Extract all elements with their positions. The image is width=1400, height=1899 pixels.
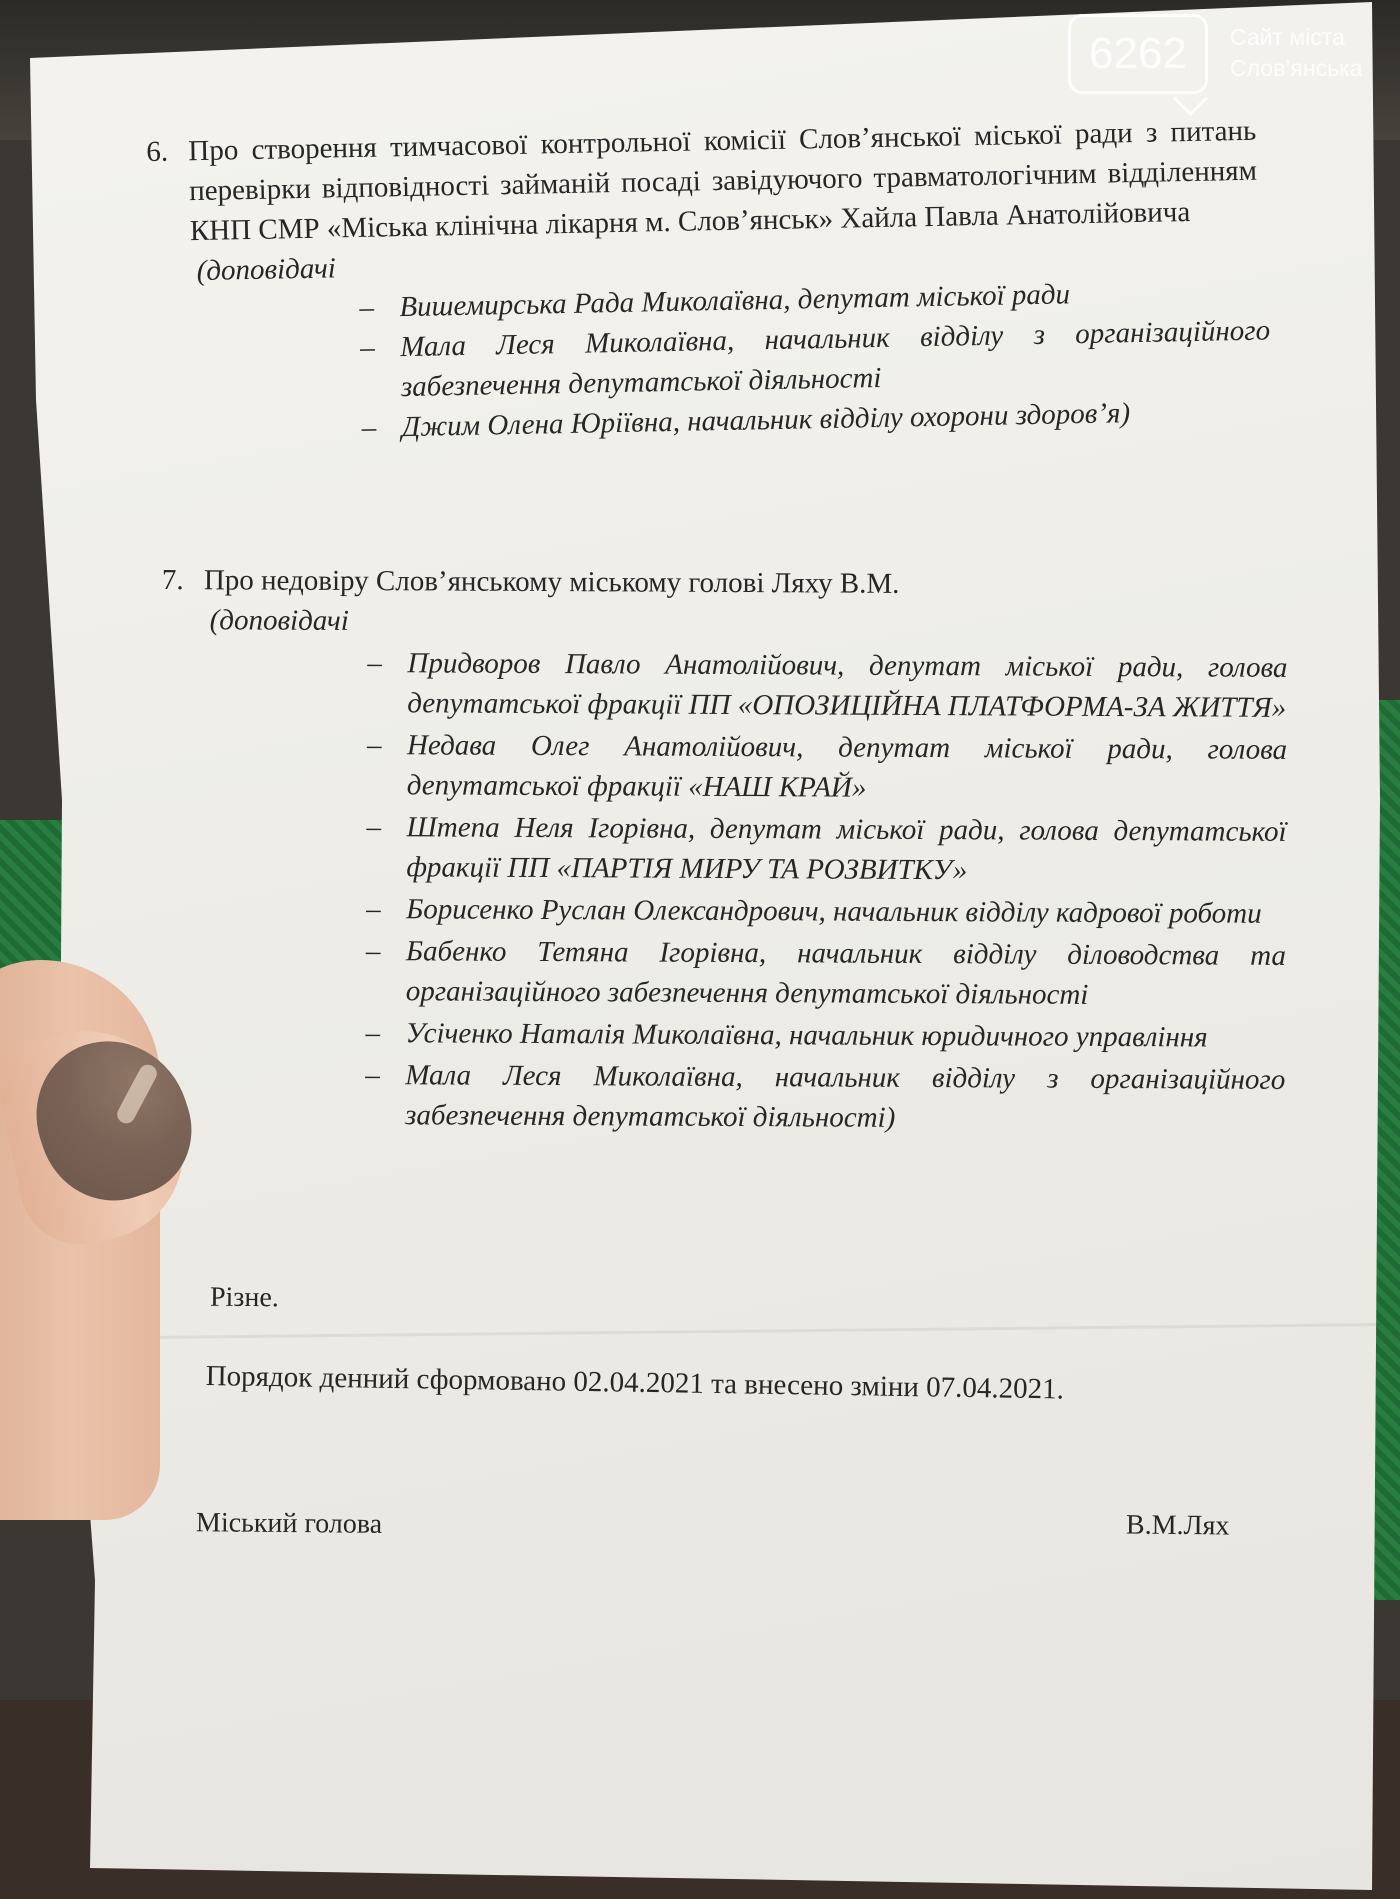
dash: – xyxy=(365,935,381,968)
dash: – xyxy=(359,331,375,364)
speaker-entry xyxy=(366,725,1288,810)
dash: – xyxy=(359,291,375,324)
speaker-entry xyxy=(365,931,1287,1016)
agenda-item-6 xyxy=(146,111,1271,452)
speaker-text: Усіченко Наталія Миколаївна, начальник юридичного управління xyxy=(405,1017,1208,1054)
dash: – xyxy=(361,411,377,444)
speaker-text: Мала Леся Миколаївна, начальник відділу з організаційного забезпечення депутатської діяльності) xyxy=(405,1059,1286,1134)
misc-item: Різне. xyxy=(209,1281,279,1314)
dash: – xyxy=(365,1059,380,1092)
speaker-text: Мала Леся Миколаївна, начальник відділу з організаційного забезпечення депутатської діяльності xyxy=(399,314,1271,404)
dash: – xyxy=(367,647,383,680)
speaker-entry xyxy=(366,807,1287,892)
agenda-footnote: Порядок денний сформовано 02.04.2021 та внесено зміни 07.04.2021. xyxy=(205,1360,1065,1406)
signature-name: В.М.Лях xyxy=(1125,1509,1230,1542)
speaker-text: Штепа Неля Ігорівна, депутат міської ради, голова депутатської фракції ПП «ПАРТІЯ МИРУ ТА РОЗВИТКУ» xyxy=(406,811,1287,887)
speaker-text: Придворов Павло Анатолійович, депутат міської ради, голова депутатської фракції ПП «ОПОЗИЦІЙНА ПЛАТФОРМА-ЗА ЖИТТЯ» xyxy=(407,647,1288,724)
site-caption-line: Слов’янська xyxy=(1230,55,1363,81)
speaker-entry xyxy=(365,1013,1285,1058)
speaker-entry xyxy=(367,643,1288,728)
item-number: 6. xyxy=(146,135,169,168)
speaker-text: Джим Олена Юріївна, начальник відділу охорони здоров’я) xyxy=(401,397,1131,444)
speaker-text: Вишемирська Рада Миколаївна, депутат міської ради xyxy=(399,278,1071,324)
speaker-entry xyxy=(365,1055,1286,1140)
item-title: Про створення тимчасової контрольної комісії Слов’янської міської ради з питань перевірки відповідності займаній посаді завідуючого травматологічним відділенням КНП СМР «Міська клінічна лікарня м. Слов’янськ» Хайла Павла Анатолійовича xyxy=(188,114,1258,248)
speaker-text: Бабенко Тетяна Ігорівна, начальник відділу діловодства та організаційного забезпечення депутатської діяльності xyxy=(405,935,1287,1011)
item-title: Про недовіру Слов’янському міському голові Ляху В.М. xyxy=(203,564,900,600)
item-number: 7. xyxy=(161,563,184,597)
site-caption-line: Сайт міста xyxy=(1230,24,1345,50)
dash: – xyxy=(366,893,381,926)
site-caption xyxy=(1230,22,1400,84)
dash: – xyxy=(366,729,382,762)
dash: – xyxy=(366,811,382,844)
signature-title: Міський голова xyxy=(195,1507,383,1540)
speaker-text: Борисенко Руслан Олександрович, начальник відділу кадрової роботи xyxy=(406,893,1262,930)
agenda-item-7 xyxy=(159,560,1292,1140)
speakers-label: (доповідачі xyxy=(196,252,337,288)
speaker-text: Недава Олег Анатолійович, депутат міської ради, голова депутатської фракції «НАШ КРАЙ» xyxy=(406,729,1288,804)
speaker-entry xyxy=(366,889,1286,934)
site-logo: 6262 xyxy=(1068,14,1208,94)
dash: – xyxy=(365,1017,381,1050)
speakers-label: (доповідачі xyxy=(209,604,349,637)
